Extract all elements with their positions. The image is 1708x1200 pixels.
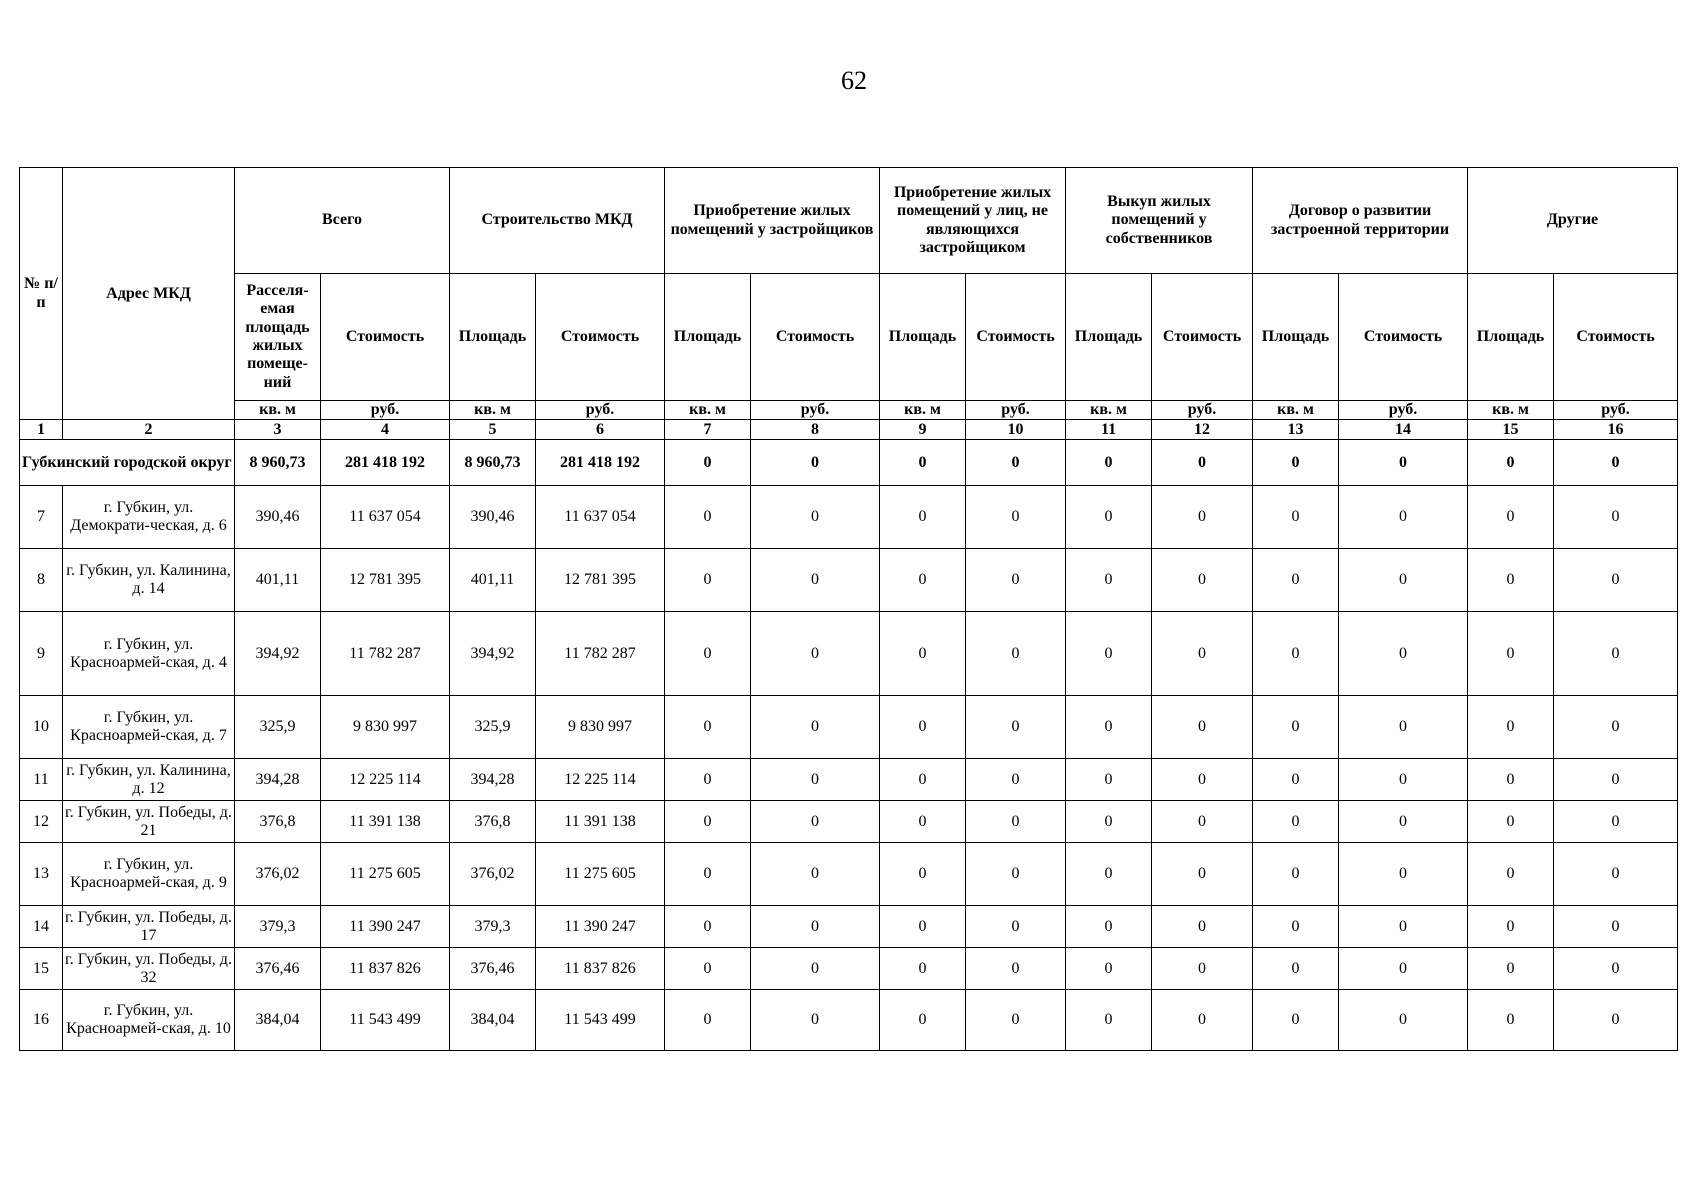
header-sub-row bbox=[20, 274, 1678, 401]
value-cell: 0 bbox=[1339, 696, 1468, 759]
header-sub-cell: Стоимость bbox=[1554, 274, 1678, 401]
header-unit-cell: кв. м bbox=[1253, 401, 1339, 420]
value-cell: 394,92 bbox=[450, 612, 536, 696]
value-cell: 11 782 287 bbox=[321, 612, 450, 696]
table-row bbox=[20, 612, 1678, 696]
value-cell: 0 bbox=[1066, 843, 1152, 906]
value-cell: 0 bbox=[1339, 759, 1468, 801]
value-cell: 379,3 bbox=[450, 906, 536, 948]
value-cell: 0 bbox=[880, 843, 966, 906]
header-sub-cell: Площадь bbox=[665, 274, 751, 401]
value-cell: 0 bbox=[751, 759, 880, 801]
header-column-number-row bbox=[20, 420, 1678, 440]
value-cell: 0 bbox=[751, 843, 880, 906]
row-number-cell: 11 bbox=[20, 759, 63, 801]
header-group-other: Другие bbox=[1468, 168, 1678, 274]
total-value-cell: 0 bbox=[665, 440, 751, 486]
table-body bbox=[20, 440, 1678, 1051]
total-value-cell: 0 bbox=[880, 440, 966, 486]
value-cell: 0 bbox=[665, 843, 751, 906]
header-group-row bbox=[20, 168, 1678, 274]
value-cell: 0 bbox=[966, 549, 1066, 612]
table-header bbox=[20, 168, 1678, 440]
value-cell: 394,92 bbox=[235, 612, 321, 696]
value-cell: 0 bbox=[1253, 612, 1339, 696]
value-cell: 0 bbox=[1554, 843, 1678, 906]
address-cell: г. Губкин, ул. Красноармей-ская, д. 10 bbox=[63, 990, 235, 1051]
header-unit-cell: кв. м bbox=[450, 401, 536, 420]
value-cell: 0 bbox=[665, 906, 751, 948]
value-cell: 0 bbox=[966, 843, 1066, 906]
value-cell: 376,02 bbox=[450, 843, 536, 906]
header-column-number: 11 bbox=[1066, 420, 1152, 440]
value-cell: 0 bbox=[880, 612, 966, 696]
value-cell: 11 390 247 bbox=[321, 906, 450, 948]
value-cell: 0 bbox=[1152, 759, 1253, 801]
value-cell: 0 bbox=[1152, 801, 1253, 843]
value-cell: 11 782 287 bbox=[536, 612, 665, 696]
value-cell: 0 bbox=[1468, 759, 1554, 801]
total-value-cell: 0 bbox=[751, 440, 880, 486]
value-cell: 376,8 bbox=[235, 801, 321, 843]
header-group-construction: Строительство МКД bbox=[450, 168, 665, 274]
header-address: Адрес МКД bbox=[63, 168, 235, 420]
address-cell: г. Губкин, ул. Красноармей-ская, д. 7 bbox=[63, 696, 235, 759]
value-cell: 0 bbox=[1066, 696, 1152, 759]
value-cell: 0 bbox=[1339, 486, 1468, 549]
address-cell: г. Губкин, ул. Красноармей-ская, д. 4 bbox=[63, 612, 235, 696]
value-cell: 0 bbox=[665, 696, 751, 759]
value-cell: 0 bbox=[665, 549, 751, 612]
value-cell: 0 bbox=[1339, 801, 1468, 843]
value-cell: 0 bbox=[966, 486, 1066, 549]
header-column-number: 8 bbox=[751, 420, 880, 440]
value-cell: 0 bbox=[1554, 759, 1678, 801]
value-cell: 0 bbox=[665, 759, 751, 801]
value-cell: 11 637 054 bbox=[536, 486, 665, 549]
header-column-number: 5 bbox=[450, 420, 536, 440]
header-sub-cell: Стоимость bbox=[751, 274, 880, 401]
table-row bbox=[20, 990, 1678, 1051]
address-cell: г. Губкин, ул. Калинина, д. 14 bbox=[63, 549, 235, 612]
value-cell: 0 bbox=[880, 759, 966, 801]
table-row bbox=[20, 759, 1678, 801]
value-cell: 12 225 114 bbox=[536, 759, 665, 801]
header-unit-cell: кв. м bbox=[1066, 401, 1152, 420]
value-cell: 0 bbox=[1468, 948, 1554, 990]
value-cell: 0 bbox=[751, 549, 880, 612]
value-cell: 394,28 bbox=[450, 759, 536, 801]
header-sub-cell: Стоимость bbox=[966, 274, 1066, 401]
row-number-cell: 12 bbox=[20, 801, 63, 843]
value-cell: 0 bbox=[1339, 990, 1468, 1051]
value-cell: 0 bbox=[1468, 486, 1554, 549]
header-sub-cell: Площадь bbox=[880, 274, 966, 401]
header-sub-cell: Расселя-емая площадь жилых помеще-ний bbox=[235, 274, 321, 401]
table-row bbox=[20, 906, 1678, 948]
table-row bbox=[20, 549, 1678, 612]
address-cell: г. Губкин, ул. Победы, д. 32 bbox=[63, 948, 235, 990]
value-cell: 0 bbox=[966, 801, 1066, 843]
row-number-cell: 9 bbox=[20, 612, 63, 696]
value-cell: 0 bbox=[1066, 948, 1152, 990]
value-cell: 390,46 bbox=[235, 486, 321, 549]
value-cell: 390,46 bbox=[450, 486, 536, 549]
header-column-number: 1 bbox=[20, 420, 63, 440]
value-cell: 376,8 bbox=[450, 801, 536, 843]
total-value-cell: 0 bbox=[1554, 440, 1678, 486]
value-cell: 325,9 bbox=[450, 696, 536, 759]
value-cell: 0 bbox=[880, 801, 966, 843]
value-cell: 0 bbox=[751, 948, 880, 990]
value-cell: 0 bbox=[751, 486, 880, 549]
value-cell: 11 837 826 bbox=[321, 948, 450, 990]
value-cell: 0 bbox=[1339, 843, 1468, 906]
header-column-number: 12 bbox=[1152, 420, 1253, 440]
value-cell: 12 781 395 bbox=[321, 549, 450, 612]
value-cell: 0 bbox=[880, 948, 966, 990]
value-cell: 11 275 605 bbox=[321, 843, 450, 906]
value-cell: 0 bbox=[1152, 990, 1253, 1051]
header-unit-cell: руб. bbox=[536, 401, 665, 420]
address-cell: г. Губкин, ул. Победы, д. 21 bbox=[63, 801, 235, 843]
total-value-cell: 0 bbox=[1468, 440, 1554, 486]
value-cell: 12 225 114 bbox=[321, 759, 450, 801]
value-cell: 0 bbox=[1253, 990, 1339, 1051]
table-row bbox=[20, 843, 1678, 906]
value-cell: 0 bbox=[1554, 696, 1678, 759]
value-cell: 394,28 bbox=[235, 759, 321, 801]
header-unit-cell: кв. м bbox=[665, 401, 751, 420]
value-cell: 0 bbox=[880, 696, 966, 759]
value-cell: 0 bbox=[1554, 486, 1678, 549]
value-cell: 376,46 bbox=[450, 948, 536, 990]
value-cell: 384,04 bbox=[235, 990, 321, 1051]
value-cell: 0 bbox=[1468, 549, 1554, 612]
value-cell: 0 bbox=[1468, 990, 1554, 1051]
value-cell: 11 543 499 bbox=[536, 990, 665, 1051]
value-cell: 0 bbox=[1554, 612, 1678, 696]
header-column-number: 9 bbox=[880, 420, 966, 440]
value-cell: 0 bbox=[751, 990, 880, 1051]
value-cell: 11 637 054 bbox=[321, 486, 450, 549]
header-unit-cell: руб. bbox=[1554, 401, 1678, 420]
value-cell: 0 bbox=[1066, 990, 1152, 1051]
address-cell: г. Губкин, ул. Калинина, д. 12 bbox=[63, 759, 235, 801]
header-unit-cell: кв. м bbox=[880, 401, 966, 420]
header-column-number: 7 bbox=[665, 420, 751, 440]
value-cell: 0 bbox=[1468, 696, 1554, 759]
value-cell: 0 bbox=[966, 990, 1066, 1051]
value-cell: 0 bbox=[1152, 696, 1253, 759]
header-column-number: 4 bbox=[321, 420, 450, 440]
header-sub-cell: Стоимость bbox=[1152, 274, 1253, 401]
value-cell: 11 390 247 bbox=[536, 906, 665, 948]
header-unit-cell: руб. bbox=[321, 401, 450, 420]
value-cell: 0 bbox=[1253, 486, 1339, 549]
value-cell: 0 bbox=[1339, 948, 1468, 990]
value-cell: 0 bbox=[1339, 612, 1468, 696]
total-value-cell: 0 bbox=[1253, 440, 1339, 486]
total-label: Губкинский городской округ bbox=[20, 440, 235, 486]
value-cell: 12 781 395 bbox=[536, 549, 665, 612]
value-cell: 0 bbox=[1253, 843, 1339, 906]
page-number: 62 bbox=[841, 66, 867, 95]
header-sub-cell: Стоимость bbox=[536, 274, 665, 401]
value-cell: 0 bbox=[665, 990, 751, 1051]
address-cell: г. Губкин, ул. Демократи-ческая, д. 6 bbox=[63, 486, 235, 549]
value-cell: 0 bbox=[1554, 948, 1678, 990]
value-cell: 11 837 826 bbox=[536, 948, 665, 990]
header-column-number: 2 bbox=[63, 420, 235, 440]
total-value-cell: 8 960,73 bbox=[450, 440, 536, 486]
value-cell: 0 bbox=[1253, 759, 1339, 801]
total-value-cell: 281 418 192 bbox=[536, 440, 665, 486]
total-value-cell: 281 418 192 bbox=[321, 440, 450, 486]
header-group-purchase-non-developers: Приобретение жилых помещений у лиц, не являющихся застройщиком bbox=[880, 168, 1066, 274]
total-value-cell: 0 bbox=[1152, 440, 1253, 486]
value-cell: 0 bbox=[1152, 549, 1253, 612]
value-cell: 376,02 bbox=[235, 843, 321, 906]
value-cell: 0 bbox=[966, 696, 1066, 759]
header-column-number: 13 bbox=[1253, 420, 1339, 440]
value-cell: 0 bbox=[1066, 549, 1152, 612]
value-cell: 0 bbox=[1152, 948, 1253, 990]
row-number-cell: 7 bbox=[20, 486, 63, 549]
value-cell: 0 bbox=[1152, 612, 1253, 696]
value-cell: 0 bbox=[1554, 990, 1678, 1051]
address-cell: г. Губкин, ул. Красноармей-ская, д. 9 bbox=[63, 843, 235, 906]
value-cell: 0 bbox=[1066, 906, 1152, 948]
value-cell: 0 bbox=[751, 801, 880, 843]
value-cell: 0 bbox=[665, 612, 751, 696]
value-cell: 0 bbox=[665, 486, 751, 549]
value-cell: 0 bbox=[966, 612, 1066, 696]
value-cell: 0 bbox=[751, 906, 880, 948]
header-column-number: 3 bbox=[235, 420, 321, 440]
row-number-cell: 10 bbox=[20, 696, 63, 759]
value-cell: 0 bbox=[966, 948, 1066, 990]
header-column-number: 15 bbox=[1468, 420, 1554, 440]
value-cell: 0 bbox=[1468, 906, 1554, 948]
value-cell: 0 bbox=[1554, 906, 1678, 948]
value-cell: 401,11 bbox=[235, 549, 321, 612]
value-cell: 0 bbox=[1468, 801, 1554, 843]
header-sub-cell: Площадь bbox=[450, 274, 536, 401]
total-value-cell: 0 bbox=[966, 440, 1066, 486]
value-cell: 0 bbox=[1339, 906, 1468, 948]
row-number-cell: 13 bbox=[20, 843, 63, 906]
table-row bbox=[20, 696, 1678, 759]
value-cell: 0 bbox=[880, 906, 966, 948]
table-row bbox=[20, 801, 1678, 843]
header-group-purchase-developers: Приобретение жилых помещений у застройщиков bbox=[665, 168, 880, 274]
table-row bbox=[20, 486, 1678, 549]
header-unit-row bbox=[20, 401, 1678, 420]
header-unit-cell: руб. bbox=[751, 401, 880, 420]
header-num: № п/п bbox=[20, 168, 63, 420]
header-sub-cell: Площадь bbox=[1066, 274, 1152, 401]
value-cell: 0 bbox=[1066, 486, 1152, 549]
row-number-cell: 15 bbox=[20, 948, 63, 990]
row-number-cell: 16 bbox=[20, 990, 63, 1051]
value-cell: 9 830 997 bbox=[321, 696, 450, 759]
value-cell: 0 bbox=[880, 549, 966, 612]
value-cell: 376,46 bbox=[235, 948, 321, 990]
value-cell: 11 391 138 bbox=[321, 801, 450, 843]
header-group-total: Всего bbox=[235, 168, 450, 274]
value-cell: 384,04 bbox=[450, 990, 536, 1051]
header-sub-cell: Площадь bbox=[1253, 274, 1339, 401]
value-cell: 0 bbox=[880, 990, 966, 1051]
value-cell: 0 bbox=[880, 486, 966, 549]
value-cell: 0 bbox=[1253, 801, 1339, 843]
total-value-cell: 0 bbox=[1066, 440, 1152, 486]
value-cell: 0 bbox=[1152, 843, 1253, 906]
value-cell: 0 bbox=[1152, 906, 1253, 948]
header-unit-cell: руб. bbox=[1339, 401, 1468, 420]
value-cell: 379,3 bbox=[235, 906, 321, 948]
table-row bbox=[20, 948, 1678, 990]
header-column-number: 6 bbox=[536, 420, 665, 440]
value-cell: 0 bbox=[966, 759, 1066, 801]
header-group-buyout: Выкуп жилых помещений у собственников bbox=[1066, 168, 1253, 274]
total-row bbox=[20, 440, 1678, 486]
value-cell: 0 bbox=[665, 801, 751, 843]
value-cell: 0 bbox=[751, 696, 880, 759]
value-cell: 401,11 bbox=[450, 549, 536, 612]
header-unit-cell: кв. м bbox=[235, 401, 321, 420]
total-value-cell: 8 960,73 bbox=[235, 440, 321, 486]
row-number-cell: 14 bbox=[20, 906, 63, 948]
header-sub-cell: Стоимость bbox=[1339, 274, 1468, 401]
value-cell: 9 830 997 bbox=[536, 696, 665, 759]
value-cell: 0 bbox=[1554, 801, 1678, 843]
value-cell: 0 bbox=[1066, 801, 1152, 843]
value-cell: 0 bbox=[1152, 486, 1253, 549]
value-cell: 11 275 605 bbox=[536, 843, 665, 906]
value-cell: 0 bbox=[1066, 759, 1152, 801]
address-cell: г. Губкин, ул. Победы, д. 17 bbox=[63, 906, 235, 948]
header-column-number: 16 bbox=[1554, 420, 1678, 440]
value-cell: 0 bbox=[1253, 696, 1339, 759]
value-cell: 0 bbox=[966, 906, 1066, 948]
value-cell: 0 bbox=[665, 948, 751, 990]
header-unit-cell: руб. bbox=[966, 401, 1066, 420]
header-column-number: 14 bbox=[1339, 420, 1468, 440]
value-cell: 0 bbox=[1253, 549, 1339, 612]
total-value-cell: 0 bbox=[1339, 440, 1468, 486]
row-number-cell: 8 bbox=[20, 549, 63, 612]
value-cell: 11 543 499 bbox=[321, 990, 450, 1051]
value-cell: 0 bbox=[1253, 948, 1339, 990]
header-column-number: 10 bbox=[966, 420, 1066, 440]
resettlement-table bbox=[19, 167, 1678, 1051]
value-cell: 0 bbox=[1253, 906, 1339, 948]
header-group-development-contract: Договор о развитии застроенной территории bbox=[1253, 168, 1468, 274]
header-sub-cell: Площадь bbox=[1468, 274, 1554, 401]
header-sub-cell: Стоимость bbox=[321, 274, 450, 401]
value-cell: 0 bbox=[751, 612, 880, 696]
value-cell: 11 391 138 bbox=[536, 801, 665, 843]
value-cell: 0 bbox=[1468, 612, 1554, 696]
value-cell: 325,9 bbox=[235, 696, 321, 759]
header-unit-cell: руб. bbox=[1152, 401, 1253, 420]
value-cell: 0 bbox=[1066, 612, 1152, 696]
value-cell: 0 bbox=[1468, 843, 1554, 906]
value-cell: 0 bbox=[1339, 549, 1468, 612]
header-unit-cell: кв. м bbox=[1468, 401, 1554, 420]
value-cell: 0 bbox=[1554, 549, 1678, 612]
